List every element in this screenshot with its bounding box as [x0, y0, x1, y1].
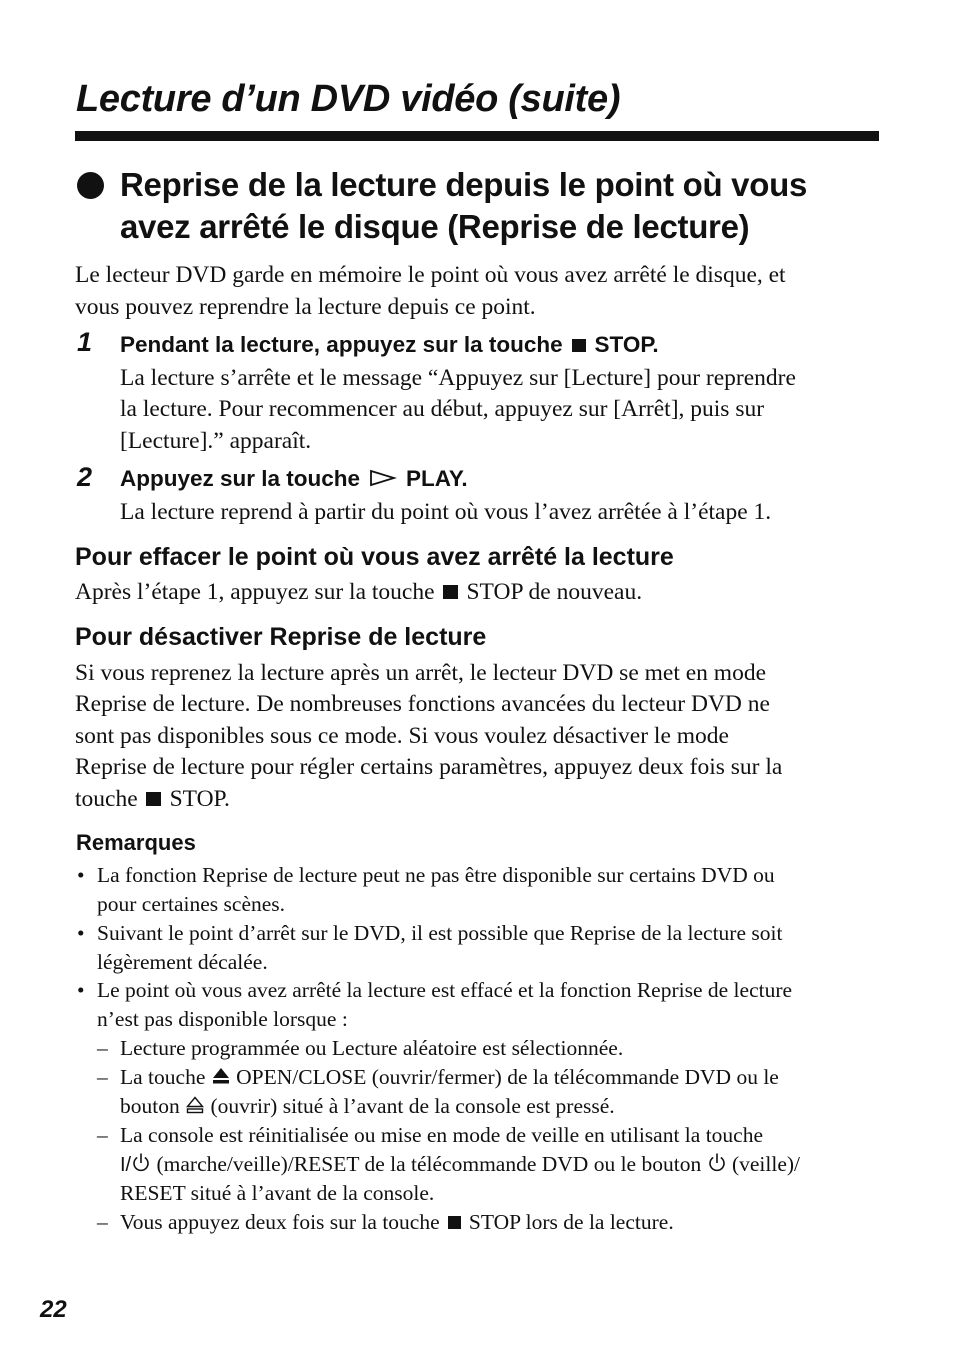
bullet-icon: • [77, 863, 85, 887]
disable-resume-line: Reprise de lecture. De nombreuses fonctions avancées du lecteur DVD ne [75, 691, 770, 717]
stop-square-icon [448, 1216, 461, 1229]
note-line: Lecture programmée ou Lecture aléatoire est sélectionnée. [120, 1036, 624, 1060]
dash-icon: – [97, 1123, 108, 1147]
note-line: La console est réinitialisée ou mise en mode de veille en utilisant la touche [120, 1123, 764, 1147]
text-segment: OPEN/CLOSE (ouvrir/fermer) de la télécommande DVD ou le [236, 1065, 779, 1089]
intro-line: vous pouvez reprendre la lecture depuis ce point. [75, 294, 536, 320]
step-text-line: la lecture. Pour recommencer au début, appuyez sur [Arrêt], puis sur [120, 396, 765, 422]
dash-icon: – [97, 1210, 108, 1234]
text-segment: (marche/veille)/RESET de la télécommande DVD ou le bouton [156, 1152, 702, 1176]
section-bullet-icon [77, 172, 104, 199]
text-segment: (veille)/ [731, 1152, 801, 1176]
page-number: 22 [40, 1296, 67, 1323]
step-text-line: La lecture reprend à partir du point où vous l’avez arrêtée à l’étape 1. [120, 499, 772, 525]
eject-icon [211, 1067, 231, 1085]
disable-resume-heading: Pour désactiver Reprise de lecture [75, 623, 487, 651]
note-line [120, 1063, 779, 1092]
text-segment: touche [75, 786, 138, 812]
disable-resume-line: sont pas disponibles sous ce mode. Si vous voulez désactiver le mode [75, 723, 729, 749]
note-line: Suivant le point d’arrêt sur le DVD, il est possible que Reprise de la lecture soit [97, 921, 783, 945]
standby-mark: I/ [120, 1154, 132, 1176]
disable-resume-line: Si vous reprenez la lecture après un arrêt, le lecteur DVD se met en mode [75, 660, 767, 686]
clear-resume-text [75, 577, 642, 609]
page-title: Lecture d’un DVD vidéo (suite) [76, 78, 621, 120]
power-standby-icon [131, 1152, 151, 1174]
text-segment: STOP de nouveau. [466, 579, 643, 605]
note-line: légèrement décalée. [97, 950, 268, 974]
disable-resume-line [75, 784, 230, 816]
section-heading-line2: avez arrêté le disque (Reprise de lecture) [120, 208, 750, 245]
text-segment: Vous appuyez deux fois sur la touche [120, 1210, 440, 1234]
text-segment: STOP lors de la lecture. [468, 1210, 674, 1234]
step-number: 1 [77, 327, 93, 357]
note-line: Le point où vous avez arrêté la lecture est effacé et la fonction Reprise de lecture [97, 978, 793, 1002]
text-segment: La touche [120, 1065, 206, 1089]
step-title [120, 466, 468, 492]
play-triangle-icon [369, 469, 397, 487]
disable-resume-line: Reprise de lecture pour régler certains paramètres, appuyez deux fois sur la [75, 754, 783, 780]
step-title-text: PLAY. [405, 466, 468, 491]
stop-square-icon [572, 339, 586, 353]
notes-heading: Remarques [76, 830, 196, 855]
bullet-icon: • [77, 978, 85, 1002]
note-line [120, 1208, 674, 1237]
note-line [120, 1092, 615, 1121]
text-segment: STOP. [169, 786, 230, 812]
power-standby-icon [707, 1152, 727, 1174]
section-heading-line1: Reprise de la lecture depuis le point où vous [120, 166, 807, 203]
dash-icon: – [97, 1065, 108, 1089]
step-title [120, 332, 659, 358]
step-title-text: Pendant la lecture, appuyez sur la touche [120, 332, 563, 357]
note-line: n’est pas disponible lorsque : [97, 1007, 348, 1031]
text-segment: (ouvrir) situé à l’avant de la console est pressé. [210, 1094, 615, 1118]
step-title-text: STOP. [594, 332, 659, 357]
text-segment: Après l’étape 1, appuyez sur la touche [75, 579, 435, 605]
title-rule [75, 131, 879, 141]
note-line: pour certaines scènes. [97, 892, 286, 916]
open-outline-icon [185, 1096, 205, 1114]
text-segment: bouton [120, 1094, 180, 1118]
note-line: RESET situé à l’avant de la console. [120, 1181, 435, 1205]
step-text-line: La lecture s’arrête et le message “Appuyez sur [Lecture] pour reprendre [120, 365, 796, 391]
step-text-line: [Lecture].” apparaît. [120, 428, 312, 454]
clear-resume-heading: Pour effacer le point où vous avez arrêté la lecture [75, 543, 674, 571]
step-title-text: Appuyez sur la touche [120, 466, 361, 491]
note-line [120, 1150, 800, 1180]
bullet-icon: • [77, 921, 85, 945]
step-number: 2 [77, 462, 93, 492]
dash-icon: – [97, 1036, 108, 1060]
note-line: La fonction Reprise de lecture peut ne pas être disponible sur certains DVD ou [97, 863, 775, 887]
stop-square-icon [443, 585, 458, 600]
stop-square-icon [146, 792, 161, 807]
intro-line: Le lecteur DVD garde en mémoire le point où vous avez arrêté le disque, et [75, 262, 786, 288]
